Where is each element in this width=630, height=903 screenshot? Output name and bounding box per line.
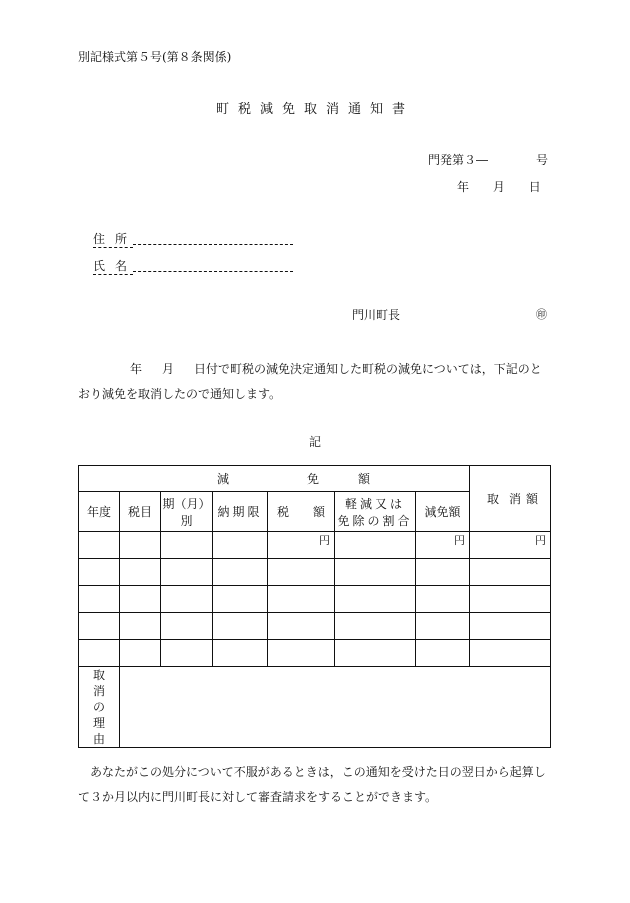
table-row (79, 586, 551, 613)
body-year: 年 (130, 362, 143, 376)
table-row (79, 559, 551, 586)
name-field (93, 257, 293, 275)
document-number (428, 151, 548, 168)
mayor-title: 門川町長 (352, 308, 401, 322)
yen-unit: 円 (268, 532, 335, 559)
date-day: 日 (528, 180, 541, 194)
seal-mark: ㊞ (536, 308, 547, 321)
header-zeigaku: 税 額 (268, 492, 335, 532)
body-paragraph (78, 357, 553, 407)
header-genmen-group: 減 免 額 (79, 466, 470, 492)
date-month: 月 (492, 180, 505, 194)
reduction-table (78, 465, 551, 748)
table-row (79, 532, 551, 559)
address-line (133, 232, 293, 245)
address-label: 住所 (93, 232, 138, 246)
header-noukigen: 納期限 (213, 492, 268, 532)
name-label: 氏名 (93, 259, 138, 273)
table-row (79, 613, 551, 640)
yen-unit: 円 (470, 532, 551, 559)
form-label: 別記様式第５号(第８条関係) (78, 50, 232, 64)
appeal-notice: あなたがこの処分について不服があるときは，この通知を受けた日の翌日から起算して３か月以内に門川町長に対して審査請求をすることができます。 (78, 765, 546, 804)
document-number-prefix: 門発第３― (428, 153, 489, 167)
reason-body (120, 667, 551, 748)
document-title: 町税減免取消通知書 (215, 102, 414, 117)
header-zeimoku: 税目 (120, 492, 161, 532)
document-number-suffix: 号 (536, 153, 549, 167)
header-nendo: 年度 (79, 492, 120, 532)
ki-heading: 記 (308, 435, 321, 449)
body-month: 月 (162, 362, 175, 376)
reason-label: 取 消 の 理 由 (79, 667, 120, 748)
header-keigen: 軽減又は 免除の割合 (335, 492, 416, 532)
date-year: 年 (457, 180, 470, 194)
issue-date (457, 178, 541, 195)
address-field (93, 230, 293, 248)
body-text: 日付で町税の減免決定通知した町税の減免については，下記のとおり減免を取消したので通知します。 (78, 362, 542, 401)
table-row (79, 640, 551, 667)
yen-unit: 円 (416, 532, 470, 559)
header-torikeshi: 取 消 額 (470, 466, 551, 532)
header-genmen: 減免額 (416, 492, 470, 532)
name-line (133, 259, 293, 272)
header-kibetsu: 期（月） 別 (161, 492, 213, 532)
